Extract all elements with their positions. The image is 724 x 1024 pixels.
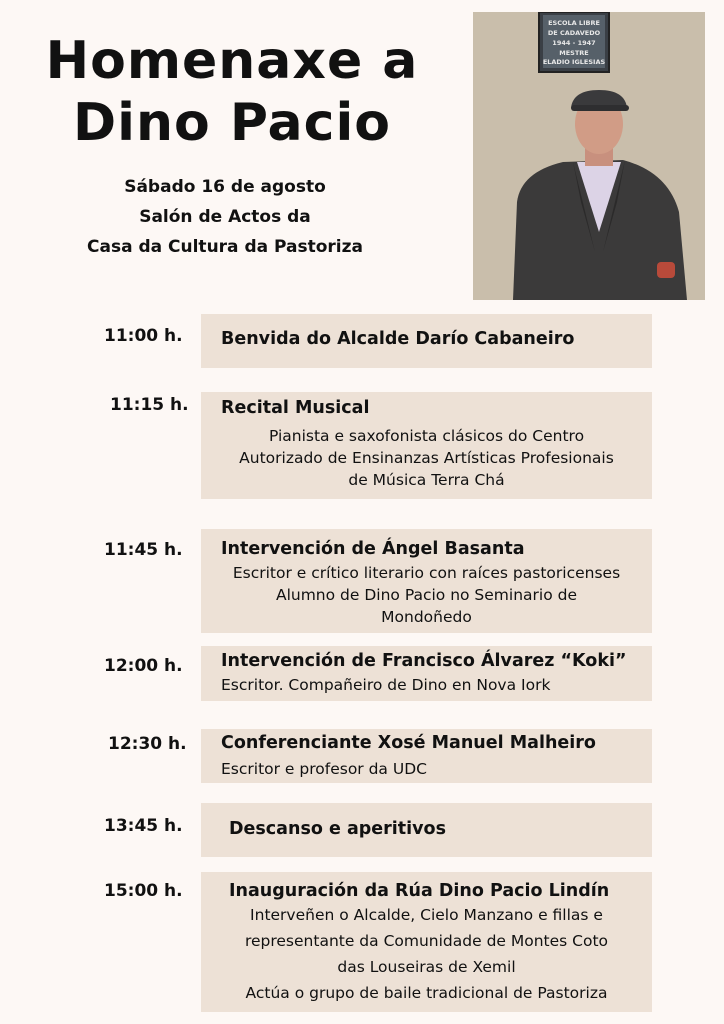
schedule-time: 11:15 h.	[110, 395, 189, 415]
title-line-1: Homenaxe a	[45, 31, 419, 91]
description-line: Autorizado de Ensinanzas Artísticas Profesionais	[239, 449, 614, 467]
description-line: Interveñen o Alcalde, Cielo Manzano e fillas e	[250, 906, 603, 924]
schedule-item-title: Intervención de Ángel Basanta	[221, 539, 525, 559]
schedule-item	[201, 872, 652, 1012]
schedule-item-title: Recital Musical	[221, 398, 370, 418]
schedule-item-description	[201, 562, 652, 628]
description-line: Mondoñedo	[381, 608, 472, 626]
event-venue-line-1: Salón de Actos da	[139, 207, 311, 227]
schedule-item-description	[201, 902, 652, 1006]
schedule-time: 12:30 h.	[108, 734, 187, 754]
schedule-item-description	[221, 674, 550, 696]
schedule-item-title: Benvida do Alcalde Darío Cabaneiro	[221, 329, 575, 349]
description-line: Escritor. Compañeiro de Dino en Nova Iork	[221, 676, 551, 694]
schedule-item-description	[221, 758, 427, 780]
description-line: representante da Comunidade de Montes Coto	[244, 932, 609, 950]
schedule-time: 12:00 h.	[104, 656, 183, 676]
plaque-line-2: DE CADAVEDO	[547, 29, 601, 37]
schedule-time: 11:00 h.	[104, 326, 183, 346]
event-details	[40, 172, 410, 262]
event-date: Sábado 16 de agosto	[124, 177, 326, 197]
plaque-line-3: 1944 - 1947	[552, 39, 596, 47]
plaque-line-4: MESTRE	[559, 49, 589, 57]
schedule-item-title: Descanso e aperitivos	[229, 819, 446, 839]
schedule-item	[201, 729, 652, 783]
schedule-time: 11:45 h.	[104, 540, 183, 560]
portrait-illustration	[473, 12, 705, 300]
description-line: Alumno de Dino Pacio no Seminario de	[275, 586, 578, 604]
schedule-time: 13:45 h.	[104, 816, 183, 836]
schedule-item	[201, 646, 652, 701]
schedule-item	[201, 529, 652, 633]
schedule-item-title: Conferenciante Xosé Manuel Malheiro	[221, 733, 596, 753]
description-line: de Música Terra Chá	[348, 471, 505, 489]
schedule-item	[201, 314, 652, 368]
description-line: Escritor e crítico literario con raíces pastoricenses	[232, 564, 621, 582]
schedule-time: 15:00 h.	[104, 881, 183, 901]
event-venue-line-2: Casa da Cultura da Pastoriza	[87, 237, 363, 257]
schedule-item	[201, 392, 652, 499]
schedule-item-title: Inauguración da Rúa Dino Pacio Lindín	[229, 881, 610, 901]
description-line: Actúa o grupo de baile tradicional de Pastoriza	[245, 984, 608, 1002]
title-line-2: Dino Pacio	[72, 93, 391, 153]
schedule-item	[201, 803, 652, 857]
schedule-item-description	[201, 425, 652, 491]
description-line: das Louseiras de Xemil	[337, 958, 516, 976]
plaque-line-5: ELADIO IGLESIAS	[542, 58, 606, 66]
description-line: Escritor e profesor da UDC	[221, 760, 427, 778]
description-line: Pianista e saxofonista clásicos do Centro	[268, 427, 585, 445]
schedule-item-title: Intervención de Francisco Álvarez “Koki”	[221, 651, 627, 671]
portrait-photo	[473, 12, 705, 300]
plaque-line-1: ESCOLA LIBRE	[548, 19, 600, 27]
event-title	[32, 30, 432, 154]
